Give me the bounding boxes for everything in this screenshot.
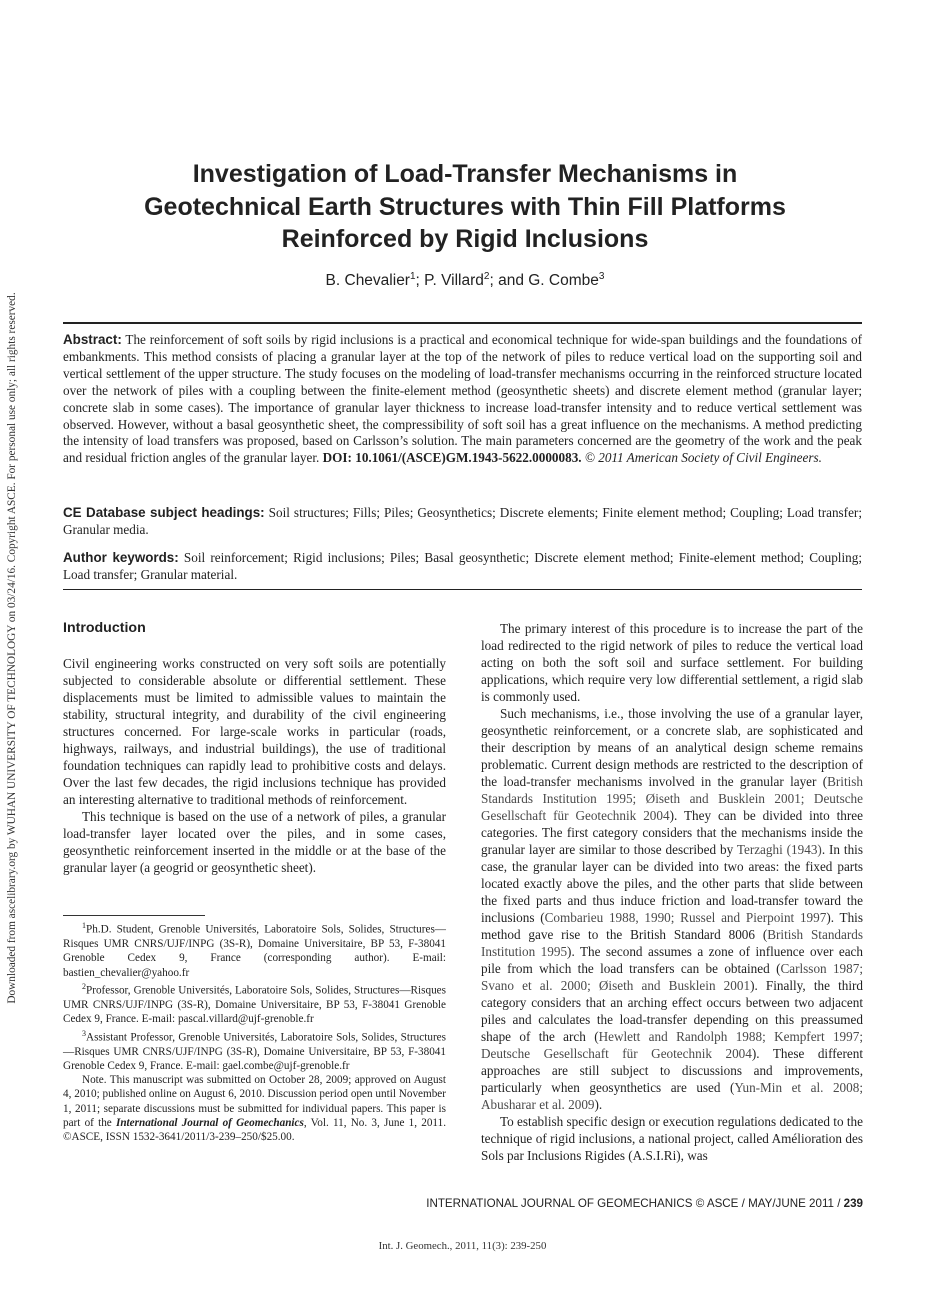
note-text: , Vol. 11, No. 3, June 1, 2011. ©ASCE, ISSN 1532-3641/2011/3-239–250/$25.00.: [63, 1117, 447, 1144]
footnote: [63, 1027, 446, 1074]
manuscript-note: [63, 1073, 446, 1144]
paragraph: The primary interest of this procedure is to increase the part of the load redirected to the rigid network of piles to reduce the vertical load acting on both the soft soil and surface settlement. For building applications, which require very low differential settlement, a rigid slab is commonly used.: [481, 621, 863, 704]
ce-headings-label: CE Database subject headings:: [63, 505, 265, 520]
running-footer: [300, 1197, 863, 1210]
footnote: [63, 980, 446, 1027]
page-number: 239: [843, 1197, 863, 1210]
footnote-text: Professor, Grenoble Universités, Laboratoire Sols, Solides, Structures—Risques UMR CNRS/UJF/INPG (3S-R), Domaine Universitaire, BP 53, F-38041 Grenoble Cedex 9, France. E-mail: pascal.villard@ujf-grenoble.fr: [63, 984, 446, 1026]
note-text: Note. This manuscript was submitted on October 28, 2009; approved on August 4, 2010; published online on August 6, 2010. Discussion period open until November 1, 2011; separate discussions must be submitted for individual papers. This paper is part of the: [63, 1074, 446, 1130]
footnote-rule: [63, 915, 205, 916]
affiliation-marker: 3: [598, 271, 605, 282]
left-column: [63, 655, 446, 876]
ce-subject-headings: [63, 505, 862, 539]
abstract-text: The reinforcement of soft soils by rigid inclusions is a practical and economical technique for wide-span buildings and the foundations of embankments. This method consists of placing a granular layer at the top of the network of piles to reduce vertical load on the supporting soil and vertical settlement of the upper structure. The study focuses on the modeling of load-transfer mechanisms occurring in the reinforced structure located over the network of piles with a coupling between the finite-element method (geosynthetic sheets) and discrete element method (granular layer; concrete slab in some cases). The importance of granular layer thickness to increase load-transfer intensity and to reduce vertical settlement was observed. However, without a basal geosynthetic sheet, the compressibility of soft soil has a great influence on the mechanisms. A method predicting the intensity of load transfers was proposed, based on Carlsson’s solution. The main parameters concerned are the geometry of the work and the peak and residual friction angles of the granular layer.: [63, 332, 862, 466]
citation-link[interactable]: Terzaghi (1943): [736, 842, 822, 857]
footnote-text: Ph.D. Student, Grenoble Universités, Laboratoire Sols, Solides, Structures—Risques UMR CNRS/UJF/INPG (3S-R), Domaine Universitaire, BP 53, F-38041 Grenoble Cedex 9, France (corresponding author). E-mail: bastien_chevalier@yahoo.fr: [63, 923, 446, 979]
download-side-note: Downloaded from ascelibrary.org by WUHAN UNIVERSITY OF TECHNOLOGY on 03/24/16. Copyright ASCE. For personal use only; all rights reserved.: [6, 292, 18, 1004]
author-keywords: [63, 550, 862, 584]
section-heading-introduction: Introduction: [63, 620, 146, 636]
paragraph: Civil engineering works constructed on very soft soils are potentially subjected to considerable absolute or differential settlement. These displacements must be limited to admissible values to maintain the stability, structural integrity, and durability of the civil engineering structures concerned. For large-scale works in particular (roads, highways, railways, and industrial buildings), the use of traditional foundation techniques can rapidly lead to prohibitive costs and delays. Over the last few decades, the rigid inclusions technique has provided an interesting alternative to traditional methods of reinforcement.: [63, 656, 446, 807]
keywords-label: Author keywords:: [63, 550, 179, 565]
copyright-notice: © 2011 American Society of Civil Engineers.: [581, 450, 822, 466]
citation-link[interactable]: Carlsson 1987; Svano et al. 2000; Øiseth and Busklein 2001: [481, 961, 864, 993]
footnote-text: Assistant Professor, Grenoble Universités, Laboratoire Sols, Solides, Structures—Risques UMR CNRS/UJF/INPG (3S-R), Domaine Universitaire, BP 53, F-38041 Grenoble Cedex 9, France. E-mail: gael.combe@ujf-grenoble.fr: [63, 1031, 446, 1072]
author-list: [120, 271, 810, 290]
paragraph: Such mechanisms, i.e., those involving the use of a granular layer, geosynthetic reinforcement, or a concrete slab, are sophisticated and their description by means of an analytical design scheme remains problematic. Current design methods are restricted to the description of the load-transfer mechanisms involved in the granular layer (British Standards Institution 1995; Øiseth and Busklein 2001; Deutsche Gesellschaft für Geotechnik 2004). They can be divided into three categories. The first category considers that the mechanisms inside the granular layer are similar to those described by Terzaghi (1943). In this case, the granular layer can be divided into two areas: the fixed parts located exactly above the piles, and the other parts that slide between the fixed parts and thus induce friction and load-transfer toward the inclusions (Combarieu 1988, 1990; Russel and Pierpoint 1997). This method gave rise to the British Standard 8006 (British Standards Institution 1995). The second assumes a zone of influence over each pile from which the load transfers can be obtained (Carlsson 1987; Svano et al. 2000; Øiseth and Busklein 2001). Finally, the third category considers that an arching effect occurs between two adjacent piles and calculates the load-transfer depending on this preassumed shape of the arch (Hewlett and Randolph 1988; Kempfert 1997; Deutsche Gesellschaft für Geotechnik 2004). These different approaches are still subject to discussions and improvements, particularly when geosynthetics are used (Yun-Min et al. 2008; Abusharar et al. 2009).: [481, 706, 864, 1112]
citation-link[interactable]: Yun-Min et al. 2008; Abusharar et al. 2009: [481, 1080, 863, 1112]
author-name: ; and G. Combe: [489, 272, 599, 290]
footnote: [63, 919, 446, 980]
author-name: B. Chevalier: [325, 272, 410, 290]
right-column: [481, 620, 863, 1164]
abstract: [63, 332, 862, 467]
paragraph: This technique is based on the use of a network of piles, a granular load-transfer layer located over the piles, and in some cases, geosynthetic reinforcement inserted in the middle or at the base of the granular layer (a geogrid or geosynthetic sheet).: [63, 809, 446, 875]
affiliation-marker: 2: [483, 271, 490, 282]
citation-footer: Int. J. Geomech., 2011, 11(3): 239-250: [378, 1240, 547, 1252]
keywords-text: Soil reinforcement; Rigid inclusions; Piles; Basal geosynthetic; Discrete element method; Finite-element method; Coupling; Load transfer; Granular material.: [63, 550, 862, 582]
journal-name: International Journal of Geomechanics: [115, 1117, 304, 1130]
paragraph: To establish specific design or execution regulations dedicated to the technique of rigid inclusions, a national project, called Amélioration des Sols par Inclusions Rigides (A.S.I.Ri), was: [481, 1114, 863, 1163]
doi-link[interactable]: DOI: 10.1061/(ASCE)GM.1943-5622.0000083.: [322, 450, 582, 466]
footnote-marker: 3: [82, 1028, 86, 1038]
author-name: ; P. Villard: [415, 272, 484, 290]
ce-headings-text: Soil structures; Fills; Piles; Geosynthetics; Discrete elements; Finite element method; Coupling; Load transfer; Granular media.: [63, 505, 862, 537]
paper-title: Investigation of Load-Transfer Mechanisms in Geotechnical Earth Structures with Thin Fill Platforms Reinforced by Rigid Inclusions: [144, 160, 786, 253]
citation-link[interactable]: Combarieu 1988, 1990; Russel and Pierpoint 1997: [544, 910, 827, 925]
citation-link[interactable]: British Standards Institution 1995; Øiseth and Busklein 2001; Deutsche Gesellschaft für Geotechnik 2004: [481, 774, 863, 823]
footnote-marker: 2: [82, 981, 86, 991]
footnote-marker: 1: [82, 921, 86, 930]
footnotes: [63, 919, 446, 1145]
abstract-top-rule: [63, 322, 862, 324]
citation-link[interactable]: Hewlett and Randolph 1988; Kempfert 1997; Deutsche Gesellschaft für Geotechnik 2004: [481, 1029, 863, 1061]
abstract-label: Abstract:: [63, 332, 122, 347]
affiliation-marker: 1: [409, 271, 416, 282]
running-footer-text: INTERNATIONAL JOURNAL OF GEOMECHANICS © ASCE / MAY/JUNE 2011 /: [426, 1197, 844, 1210]
citation-link[interactable]: British Standards Institution 1995: [481, 927, 863, 959]
abstract-bottom-rule: [63, 589, 862, 590]
